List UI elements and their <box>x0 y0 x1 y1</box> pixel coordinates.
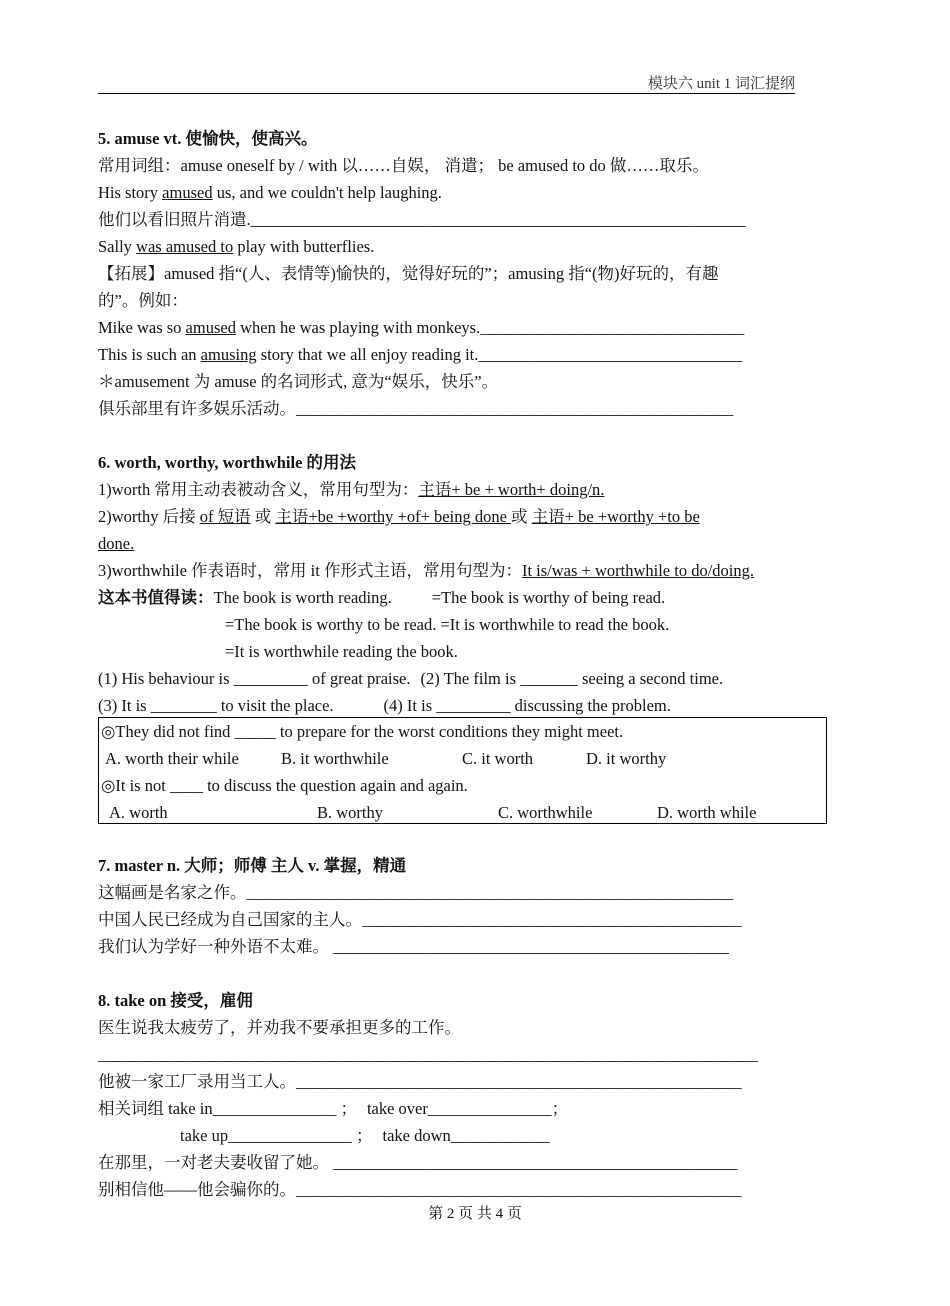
section-7-translate-1: 这幅画是名家之作。___________________________________________________________ <box>98 883 734 902</box>
section-8-translate-3: 在那里，一对老夫妻收留了她。 _________________________________________________ <box>98 1153 738 1172</box>
section-6-example-1: 这本书值得读：The book is worth reading. =The book is worthy of being read. <box>98 588 666 607</box>
document-body-lower <box>98 852 798 1203</box>
section-6-questions-1: (1) His behaviour is _________ of great praise. (2) The film is _______ seeing a second time. <box>98 669 724 688</box>
section-5-example-2: Sally was amused to play with butterflies. <box>98 237 375 256</box>
section-5-extension-cont: 的”。例如： <box>98 291 188 310</box>
option: A. worth <box>109 803 168 822</box>
section-6-questions-2: (3) It is ________ to visit the place. (4) It is _________ discussing the problem. <box>98 696 671 715</box>
section-5-translate-2: 俱乐部里有许多娱乐活动。_____________________________________________________ <box>98 399 734 418</box>
exercise-1-options <box>99 745 826 772</box>
section-7-title: 7. master n. 大师；师傅 主人 v. 掌握，精通 <box>98 856 407 875</box>
section-8-phrases-1: 相关词组 take in_______________ ； take over_______________； <box>98 1099 569 1118</box>
page-footer <box>0 1202 950 1223</box>
option: B. worthy <box>317 803 383 822</box>
option: B. it worthwhile <box>281 749 389 768</box>
section-5-noun-form: ＊amusement 为 amuse 的名词形式, 意为“娱乐，快乐”。 <box>98 372 499 391</box>
section-6-title: 6. worth, worthy, worthwhile 的用法 <box>98 453 357 472</box>
section-5-title: 5. amuse vt. 使愉快，使高兴。 <box>98 129 318 148</box>
section-5-phrases: 常用词组：amuse oneself by / with 以……自娱， 消遣； be amused to do 做……取乐。 <box>98 156 709 175</box>
option: C. worthwhile <box>498 803 593 822</box>
option: D. worth while <box>657 803 757 822</box>
page-number: 第 2 页 共 4 页 <box>428 1206 522 1222</box>
exercise-2-options <box>99 799 826 826</box>
option: D. it worthy <box>586 749 667 768</box>
section-6-rule-1: 1)worth 常用主动表被动含义，常用句型为：主语+ be + worth+ doing/n. <box>98 480 605 499</box>
exercise-2-question: ◎It is not ____ to discuss the question again and again. <box>101 776 468 795</box>
section-5-example-3: Mike was so amused when he was playing with monkeys.________________________________ <box>98 318 745 337</box>
exercise-box <box>98 717 827 824</box>
section-5-example-4: This is such an amusing story that we all enjoy reading it.________________________________ <box>98 345 743 364</box>
header-title: 模块六 unit 1 词汇提纲 <box>647 76 795 92</box>
section-5-extension: 【拓展】amused 指“(人、表情等)愉快的，觉得好玩的”；amusing 指“(物)好玩的，有趣 <box>98 264 719 283</box>
section-7-translate-2: 中国人民已经成为自己国家的主人。______________________________________________ <box>98 910 742 929</box>
section-8-translate-1: 医生说我太疲劳了，并劝我不要承担更多的工作。 <box>98 1018 461 1037</box>
section-8-title: 8. take on 接受，雇佣 <box>98 991 253 1010</box>
section-6-rule-2: 2)worthy 后接 of 短语 或 主语+be +worthy +of+ being done 或 主语+ be +worthy +to be <box>98 507 700 526</box>
section-6-example-2: =The book is worthy to be read. =It is worthwhile to read the book. <box>225 615 670 634</box>
section-6-example-3: =It is worthwhile reading the book. <box>225 642 458 661</box>
page-header <box>98 72 795 94</box>
document-body <box>98 125 798 719</box>
section-6-rule-2-cont: done. <box>98 534 135 553</box>
section-8-translate-4: 别相信他——他会骗你的。______________________________________________________ <box>98 1180 742 1199</box>
section-5-translate-1: 他们以看旧照片消遣.____________________________________________________________ <box>98 210 746 229</box>
option: A. worth their while <box>105 749 239 768</box>
section-6-rule-3: 3)worthwhile 作表语时，常用 it 作形式主语，常用句型为：It is/was + worthwhile to do/doing. <box>98 561 754 580</box>
exercise-1-question: ◎They did not find _____ to prepare for the worst conditions they might meet. <box>101 722 624 741</box>
section-8-translate-2: 他被一家工厂录用当工人。______________________________________________________ <box>98 1072 742 1091</box>
section-8-answer-line: ________________________________________________________________________________ <box>98 1045 758 1064</box>
section-8-phrases-2: take up_______________ ； take down____________ <box>180 1126 550 1145</box>
section-7-translate-3: 我们认为学好一种外语不太难。 ________________________________________________ <box>98 937 730 956</box>
option: C. it worth <box>462 749 534 768</box>
section-5-example-1: His story amused us, and we couldn't help laughing. <box>98 183 442 202</box>
